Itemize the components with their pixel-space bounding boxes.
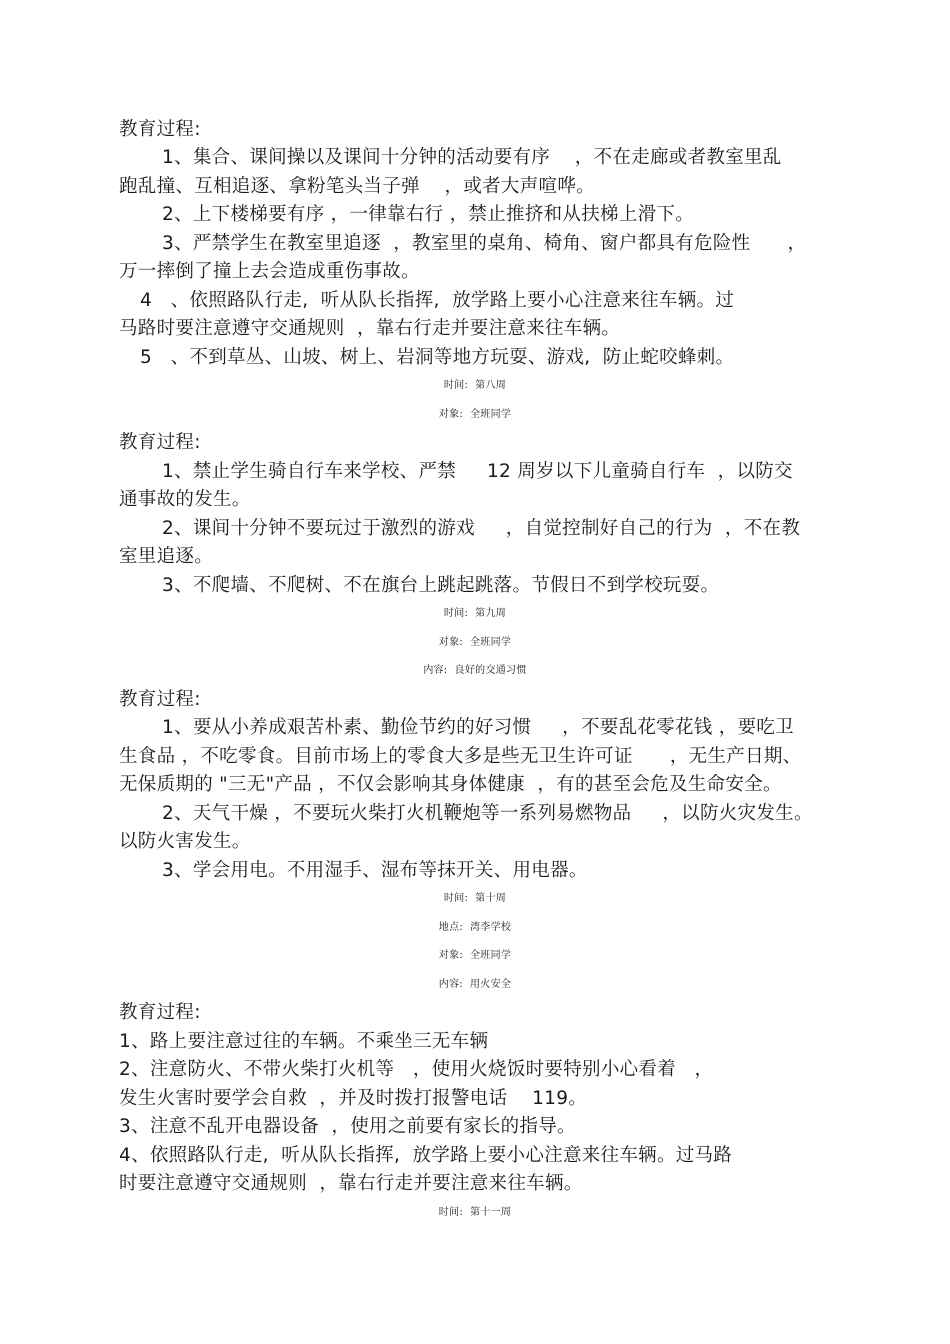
paragraph-line: 2、注意防火、不带火柴打火机等 ，使用火烧饭时要特别小心看着 ，	[119, 1059, 714, 1080]
paragraph-line: 以防火害发生。	[119, 831, 251, 852]
content-topic: 内容: 用火安全	[438, 979, 512, 990]
paragraph-line: 1、禁止学生骑自行车来学校、严禁 12 周岁以下儿童骑自行车 ，以防交	[162, 461, 793, 482]
week-time: 时间: 第九周	[443, 608, 507, 619]
paragraph-line: 无保质期的 "三无"产品 ，不仅会影响其身体健康 ，有的甚至会危及生命安全。	[119, 774, 782, 795]
target-audience: 对象: 全班同学	[438, 950, 512, 961]
paragraph-line: 3、学会用电。不用湿手、湿布等抹开关、用电器。	[162, 860, 588, 881]
paragraph-line: 生食品 ，不吃零食。目前市场上的零食大多是些无卫生许可证 ，无生产日期、	[119, 746, 802, 767]
paragraph-line: 发生火害时要学会自救 ，并及时拨打报警电话 119。	[119, 1088, 588, 1109]
paragraph-line: 跑乱撞、互相追逐、拿粉笔头当子弹 ，或者大声喧哗。	[119, 176, 595, 197]
location: 地点: 湾李学校	[438, 922, 512, 933]
week-time: 时间: 第十周	[443, 893, 507, 904]
target-audience: 对象: 全班同学	[438, 409, 512, 420]
paragraph-line: 1、路上要注意过往的车辆。不乘坐三无车辆	[119, 1031, 489, 1052]
paragraph-line: 室里追逐。	[119, 546, 214, 567]
target-audience: 对象: 全班同学	[438, 637, 512, 648]
paragraph-line: 通事故的发生。	[119, 489, 251, 510]
paragraph-line: 3、注意不乱开电器设备 ，使用之前要有家长的指导。	[119, 1116, 576, 1137]
paragraph-line: 3、不爬墙、不爬树、不在旗台上跳起跳落。节假日不到学校玩耍。	[162, 575, 720, 596]
content-topic: 内容: 良好的交通习惯	[423, 665, 527, 676]
section-heading: 教育过程:	[119, 119, 201, 140]
paragraph-line: 2、课间十分钟不要玩过于激烈的游戏 ，自觉控制好自己的行为 ，不在教	[162, 518, 801, 539]
paragraph-line: 2、天气干燥 ，不要玩火柴打火机鞭炮等一系列易燃物品 ，以防火灾发生。	[162, 803, 813, 824]
section-heading: 教育过程:	[119, 689, 201, 710]
paragraph-line: 4 、依照路队行走, 听从队长指挥, 放学路上要小心注意来往车辆。过	[140, 290, 735, 311]
paragraph-line: 万一摔倒了撞上去会造成重伤事故。	[119, 261, 420, 282]
paragraph-line: 马路时要注意遵守交通规则 ，靠右行走并要注意来往车辆。	[119, 318, 621, 339]
paragraph-line: 5 、不到草丛、山坡、树上、岩洞等地方玩耍、游戏, 防止蛇咬蜂刺。	[140, 347, 735, 368]
paragraph-line: 2、上下楼梯要有序 ，一律靠右行 ，禁止推挤和从扶梯上滑下。	[162, 204, 695, 225]
paragraph-line: 3、严禁学生在教室里追逐 ，教室里的桌角、椅角、窗户都具有危险性 ，	[162, 233, 807, 254]
section-heading: 教育过程:	[119, 432, 201, 453]
week-time: 时间: 第十一周	[438, 1207, 512, 1218]
week-time: 时间: 第八周	[443, 380, 507, 391]
paragraph-line: 时要注意遵守交通规则 ，靠右行走并要注意来往车辆。	[119, 1173, 583, 1194]
paragraph-line: 4、依照路队行走, 听从队长指挥, 放学路上要小心注意来往车辆。过马路	[119, 1145, 733, 1166]
paragraph-line: 1、要从小养成艰苦朴素、勤俭节约的好习惯 ，不要乱花零花钱 ，要吃卫	[162, 717, 794, 738]
paragraph-line: 1、集合、课间操以及课间十分钟的活动要有序 ，不在走廊或者教室里乱	[162, 147, 782, 168]
section-heading: 教育过程:	[119, 1002, 201, 1023]
